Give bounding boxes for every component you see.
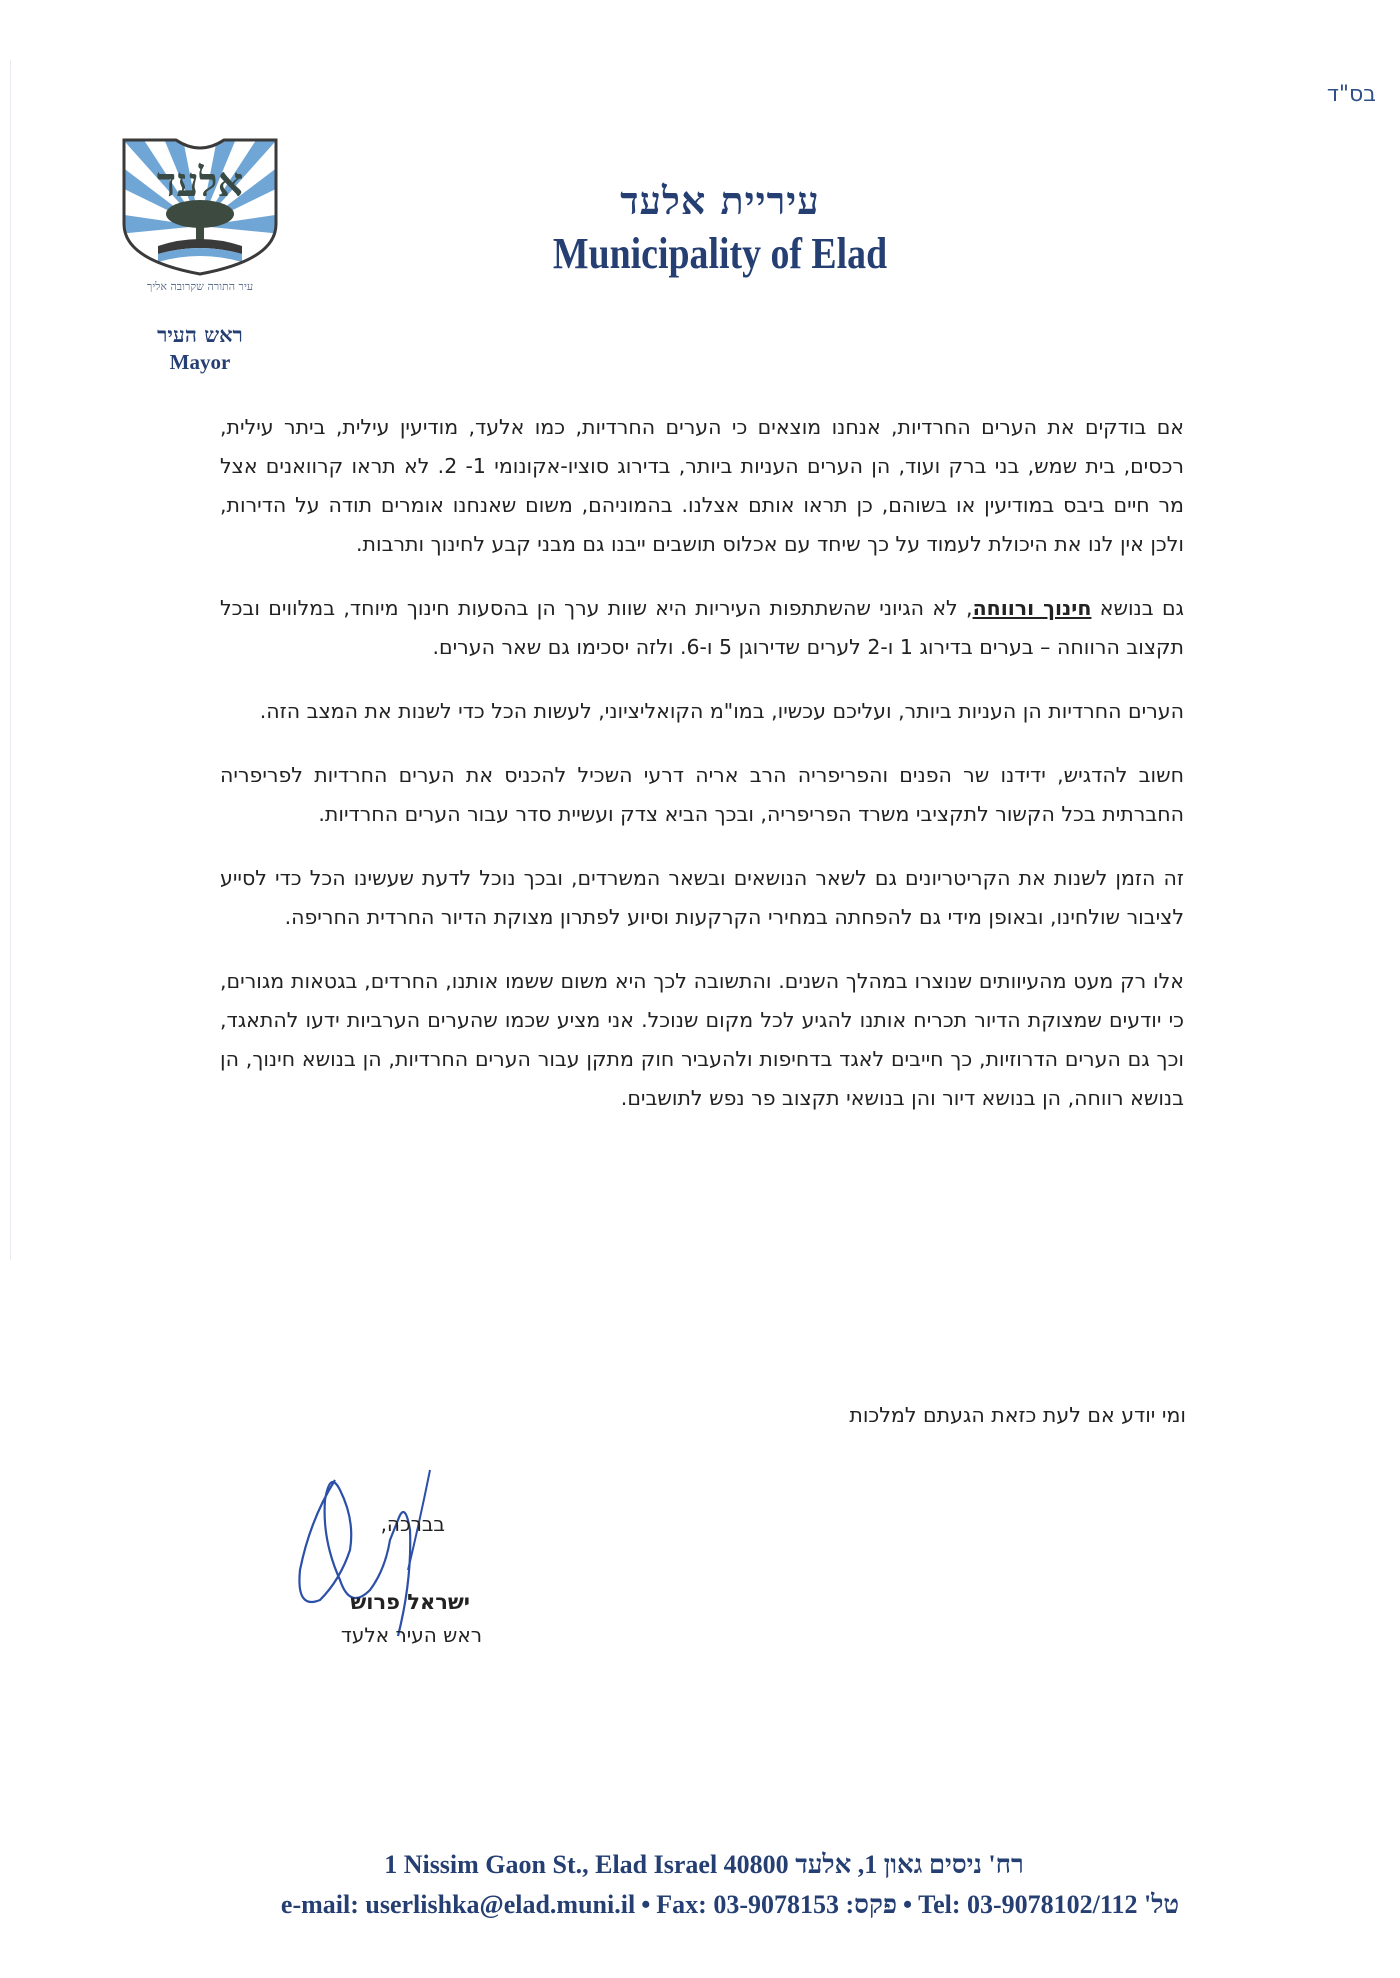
signer-title: ראש העיר אלעד (340, 1623, 482, 1647)
paragraph-2-start: גם בנושא (1091, 596, 1184, 620)
paragraph-4: חשוב להדגיש, ידידנו שר הפנים והפריפריה הרב אריה דרעי השכיל להכניס את הערים החרדיות לפריפריה החברתית בכל הקשור לתקציבי משרד הפריפריה, ובכך הביא צדק ועשיית סדר עבור הערים החרדיות. (220, 763, 1184, 826)
paragraph-3: הערים החרדיות הן העניות ביותר, ועליכם עכשיו, במו"מ הקואליציוני, לעשות הכל כדי לשנות את המצב הזה. (259, 699, 1184, 723)
city-logo (118, 134, 282, 278)
signer-name: ישראל פרוש (350, 1590, 470, 1614)
bullet-icon: • (641, 1890, 651, 1919)
paragraph-6: אלו רק מעט מהעיוותים שנוצרו במהלך השנים. והתשובה לכך היא משום ששמו אותנו, החרדים, בגטאות מגורים, כי יודעים שמצוקת הדיור תכריח אותנו להגיע לכל מקום שנוכל. אני מציע שכמו שהערים הערביות ידעו להתאגד, וכך גם הערים הדרוזיות, כך חייבים לאגד בדחיפות ולהעביר חוק מתקן עבור הערים החרדיות, הן בנושא חינוך, הן בנושא רווחה, הן בנושא דיור והן בנושאי תקצוב פר נפש לתושבים. (220, 969, 1184, 1110)
title-english: Municipality of Elad (552, 229, 888, 278)
greeting: בברכה, (380, 1512, 445, 1536)
logo-motto: עיר התורה שקרובה אליך (146, 280, 254, 293)
bsd-mark: בס"ד (1326, 82, 1376, 107)
city-emblem-icon (118, 134, 282, 278)
footer-address: 1 Nissim Gaon St., Elad Israel 40800 רח' ניסים גאון 1, אלעד (384, 1850, 1024, 1879)
paragraph-2 (220, 589, 1184, 667)
closing-line: ומי יודע אם לעת כזאת הגעתם למלכות (849, 1403, 1186, 1427)
mayor-label (140, 322, 260, 375)
svg-text:אלעד: אלעד (156, 159, 244, 206)
letterhead-footer (0, 1850, 1400, 1920)
footer-fax: Fax: 03-9078153 :פקס (656, 1890, 898, 1919)
paragraph-2-end: , לא הגיוני שהשתתפות העיריות היא שוות ערך הן בהסעות חינוך מיוחד, במלווים ובכל תקצוב הרווחה – בערים בדירוג 1 ו-2 לערים שדירוגן 5 ו-6. ולזה יסכימו גם שאר הערים. (220, 596, 1184, 659)
mayor-label-he: ראש העיר (157, 322, 243, 347)
footer-email: e-mail: userlishka@elad.muni.il (280, 1890, 636, 1919)
letterhead-title (520, 178, 920, 279)
paragraph-2-underlined: חינוך ורווחה (972, 596, 1092, 620)
mayor-label-en: Mayor (169, 350, 231, 374)
paragraph-1: אם בודקים את הערים החרדיות, אנחנו מוצאים כי הערים החרדיות, כמו אלעד, מודיעין עילית, ביתר עילית, רכסים, בית שמש, בני ברק ועוד, הן הערים העניות ביותר, בדירוג סוציו-אקונומי 1- 2. לא תראו קרוואנים אצל מר חיים ביבס במודיעין או בשוהם, כן תראו אותם אצלנו. בהמוניהם, משום שאנחנו אומרים תודה על הדירות, ולכן אין לנו את היכולת לעמוד על כך שיחד עם אכלוס תושבים ייבנו גם מבני קבע לחינוך ותרבות. (220, 415, 1184, 556)
paragraph-5: זה הזמן לשנות את הקריטריונים גם לשאר הנושאים ובשאר המשרדים, ובכך נוכל לדעת שעשינו הכל כדי לסייע לציבור שולחינו, ובאופן מידי גם להפחתה במחירי הקרקעות וסיוע לפתרון מצוקת הדיור החרדית החריפה. (220, 866, 1184, 929)
footer-tel: Tel: 03-9078102/112 'טל (918, 1890, 1180, 1919)
title-hebrew: עיריית אלעד (620, 178, 820, 223)
footer-contact (0, 1890, 1400, 1920)
letter-body (220, 408, 1184, 1143)
bullet-icon: • (903, 1890, 913, 1919)
scan-edge-line (10, 60, 11, 1260)
